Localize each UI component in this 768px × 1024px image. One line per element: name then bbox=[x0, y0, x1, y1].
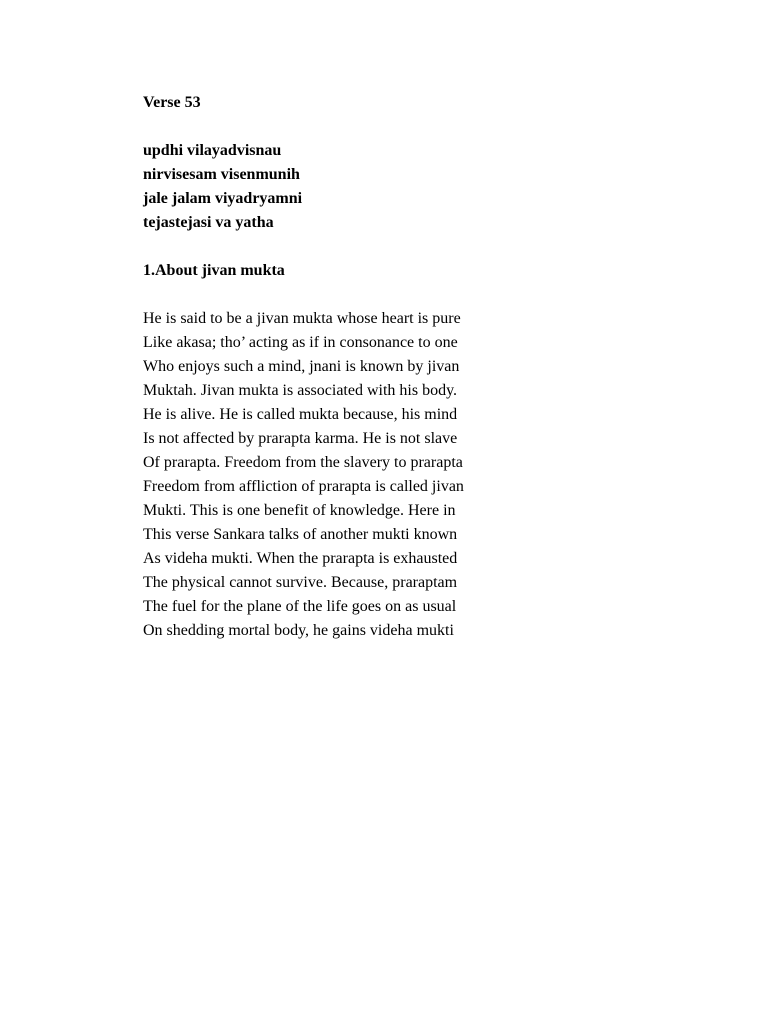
body-line: On shedding mortal body, he gains videha mukti bbox=[143, 622, 454, 639]
body-line: Who enjoys such a mind, jnani is known by jivan bbox=[143, 358, 460, 375]
body-line: Muktah. Jivan mukta is associated with his body. bbox=[143, 382, 458, 399]
body-line: As videha mukti. When the prarapta is exhausted bbox=[143, 550, 458, 567]
blank-line bbox=[143, 235, 703, 259]
body-line: Of prarapta. Freedom from the slavery to prarapta bbox=[143, 454, 463, 471]
body-line: The fuel for the plane of the life goes on as usual bbox=[143, 598, 457, 615]
verse-line: nirvisesam visenmunih bbox=[143, 166, 300, 183]
body-line: He is alive. He is called mukta because, his mind bbox=[143, 406, 458, 423]
body-line: The physical cannot survive. Because, praraptam bbox=[143, 574, 458, 591]
verse-line: jale jalam viyadryamni bbox=[143, 190, 303, 207]
blank-line bbox=[143, 115, 703, 139]
blank-line bbox=[143, 283, 703, 307]
verse-line: tejastejasi va yatha bbox=[143, 214, 274, 231]
section-heading: 1.About jivan mukta bbox=[143, 262, 285, 279]
document-content bbox=[143, 91, 703, 643]
body-line: He is said to be a jivan mukta whose heart is pure bbox=[143, 310, 461, 327]
body-paragraph bbox=[143, 307, 703, 643]
verse-block bbox=[143, 139, 703, 235]
body-line: Like akasa; tho’ acting as if in consonance to one bbox=[143, 334, 458, 351]
verse-heading: Verse 53 bbox=[143, 94, 201, 111]
verse-line: updhi vilayadvisnau bbox=[143, 142, 282, 159]
body-line: Mukti. This is one benefit of knowledge. Here in bbox=[143, 502, 456, 519]
body-line: Is not affected by prarapta karma. He is not slave bbox=[143, 430, 458, 447]
body-line: Freedom from affliction of prarapta is called jivan bbox=[143, 478, 464, 495]
body-line: This verse Sankara talks of another mukti known bbox=[143, 526, 458, 543]
